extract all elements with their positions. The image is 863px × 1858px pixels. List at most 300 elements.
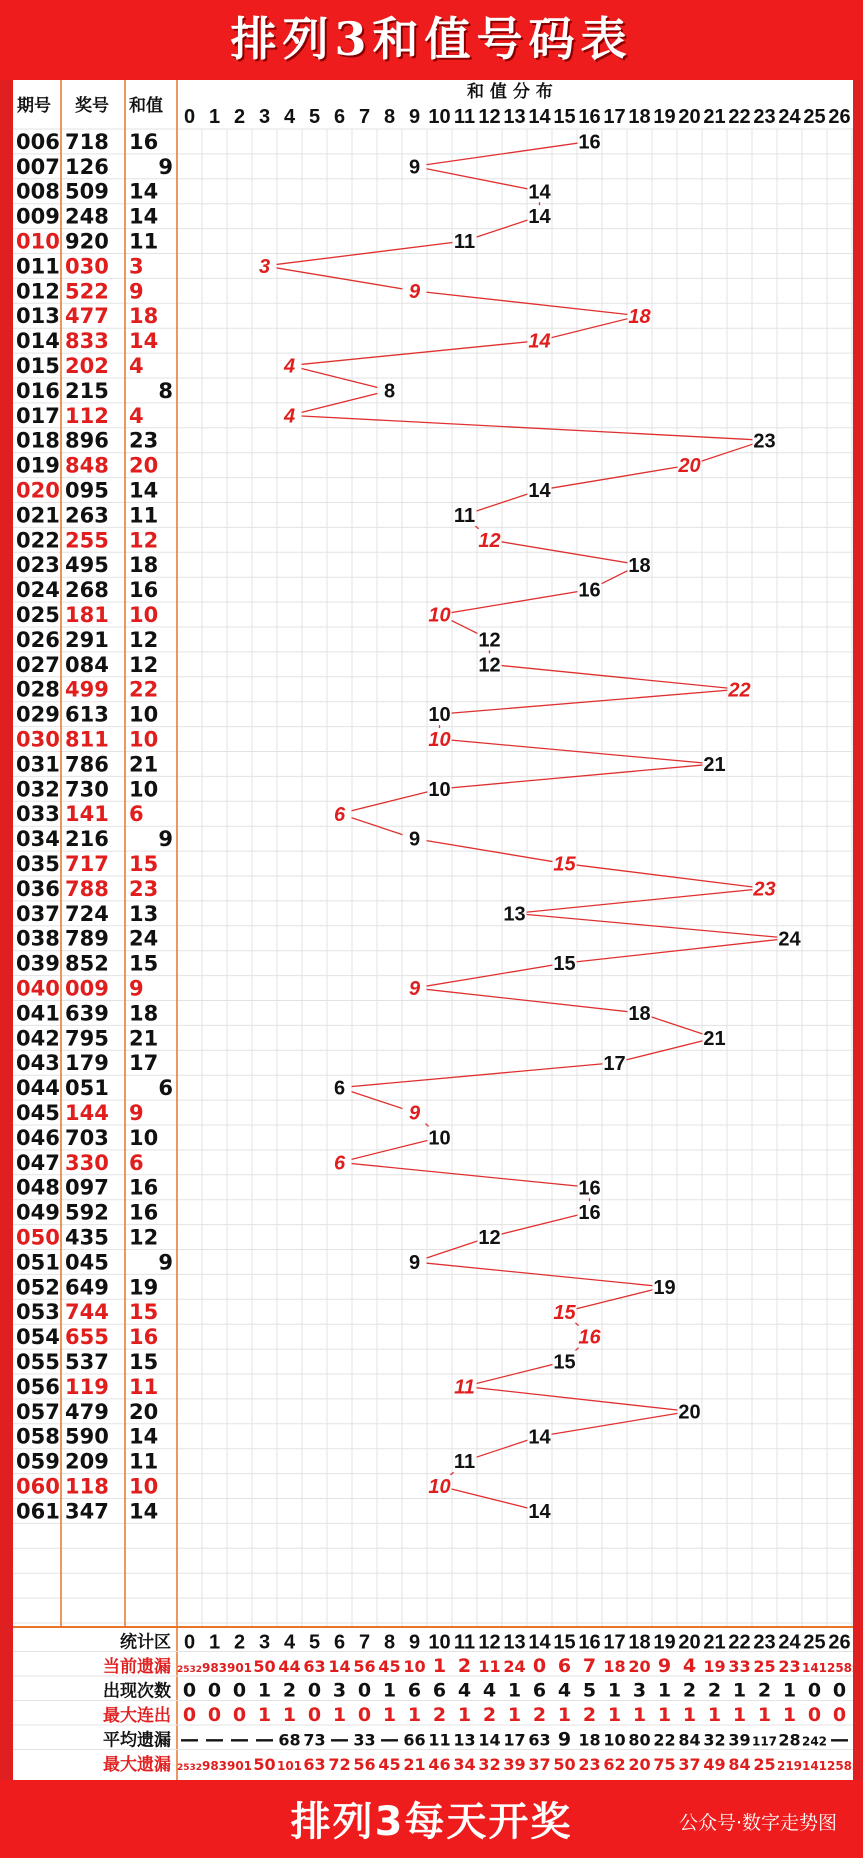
stats-value: 63 (528, 1730, 551, 1750)
row-period: 042 (16, 1026, 60, 1051)
row-period: 052 (16, 1275, 60, 1300)
stats-value: 46 (428, 1755, 451, 1774)
header-period: 期号 (17, 96, 51, 116)
stats-column-label: 13 (503, 1631, 526, 1654)
sum-point: 21 (703, 753, 726, 776)
row-sum: 14 (129, 478, 159, 503)
row-sum: 24 (129, 926, 159, 951)
column-tick-label: 16 (578, 106, 601, 128)
row-sum: 11 (129, 1449, 159, 1474)
stats-value: 68 (278, 1730, 301, 1750)
sum-point: 22 (728, 679, 751, 702)
row-sum: 15 (129, 1300, 159, 1325)
stats-column-label: 5 (308, 1631, 321, 1654)
row-period: 050 (16, 1225, 60, 1250)
sum-point: 14 (528, 480, 551, 503)
row-period: 061 (16, 1499, 60, 1524)
stats-column-label: 6 (333, 1631, 346, 1654)
sum-point: 23 (753, 430, 776, 453)
row-number: 522 (65, 279, 109, 304)
sum-point: 14 (528, 1426, 551, 1449)
row-sum: 21 (129, 752, 159, 777)
sum-point: 16 (578, 131, 601, 154)
stats-value: 1 (607, 1704, 622, 1726)
stats-value: 63 (303, 1755, 326, 1774)
footer-text: 排列3每天开奖 (290, 1799, 573, 1845)
sum-point: 16 (578, 579, 601, 602)
column-tick-label: 3 (258, 106, 271, 128)
sum-point: 11 (453, 504, 476, 527)
row-sum: 9 (129, 976, 144, 1001)
row-sum: 11 (129, 229, 159, 254)
row-number: 435 (65, 1225, 109, 1250)
row-sum: 10 (129, 1474, 159, 1499)
stats-value: 0 (357, 1679, 372, 1702)
stats-value: 37 (528, 1755, 551, 1774)
sum-point: 11 (453, 231, 476, 254)
sum-point: 19 (653, 1276, 676, 1299)
stats-value: 0 (307, 1704, 322, 1726)
row-period: 039 (16, 951, 60, 976)
stats-value: 1 (507, 1704, 522, 1726)
stats-value: 1 (732, 1704, 747, 1726)
brand-label: 公众号·数字走势图 (678, 1812, 837, 1834)
row-sum: 4 (129, 403, 144, 428)
stats-value: 2 (582, 1704, 597, 1726)
row-period: 017 (16, 403, 60, 428)
sum-point: 18 (628, 554, 651, 577)
stats-value: 56 (353, 1657, 376, 1676)
row-sum: 14 (129, 1499, 159, 1524)
row-period: 022 (16, 528, 60, 553)
footer-banner (0, 1780, 863, 1858)
row-sum: 11 (129, 503, 159, 528)
stats-value: 9 (657, 1655, 672, 1677)
stats-value: 2 (282, 1679, 297, 1702)
row-sum: 11 (129, 1374, 159, 1399)
stats-column-label: 10 (428, 1631, 451, 1654)
stats-value: 141 (801, 1661, 828, 1675)
stats-column-label: 25 (803, 1631, 826, 1654)
row-period: 045 (16, 1101, 60, 1125)
row-number: 703 (65, 1125, 109, 1150)
stats-value: 20 (628, 1755, 651, 1774)
row-period: 054 (16, 1325, 60, 1350)
row-period: 049 (16, 1200, 60, 1225)
sum-point: 8 (383, 380, 396, 403)
row-number: 268 (65, 578, 109, 603)
row-number: 537 (65, 1350, 109, 1374)
stats-value: 141 (801, 1759, 828, 1773)
row-period: 051 (16, 1250, 60, 1275)
sum-point: 21 (703, 1027, 726, 1050)
stats-value: 4 (457, 1679, 472, 1702)
row-number: 655 (65, 1325, 109, 1350)
stats-column-label: 21 (703, 1631, 726, 1654)
row-period: 043 (16, 1051, 60, 1076)
row-period: 028 (16, 677, 60, 702)
row-number: 330 (65, 1150, 109, 1175)
stats-value: 1 (432, 1655, 447, 1677)
row-sum: 22 (129, 677, 159, 702)
row-number: 639 (65, 1001, 109, 1026)
row-number: 216 (65, 827, 109, 852)
stats-value: 1 (782, 1704, 797, 1726)
stats-value: 24 (503, 1657, 526, 1676)
stats-value: 2 (482, 1704, 497, 1726)
column-tick-label: 26 (828, 106, 851, 128)
sum-point: 4 (283, 405, 296, 428)
stats-value: 56 (353, 1755, 376, 1774)
stats-value (852, 1665, 853, 1675)
stats-value: 50 (253, 1657, 276, 1676)
row-sum: 16 (129, 129, 159, 154)
stats-value: — (230, 1728, 249, 1751)
stats-value: 6 (532, 1679, 547, 1702)
stats-value: 17 (503, 1730, 526, 1750)
row-sum: 10 (129, 702, 159, 727)
row-number: 477 (65, 304, 109, 329)
row-number: 730 (65, 777, 109, 802)
sum-point: 16 (578, 1326, 601, 1349)
row-period: 047 (16, 1150, 60, 1175)
stats-value: 11 (428, 1730, 451, 1750)
stats-value: 1 (682, 1704, 697, 1726)
row-sum: 16 (129, 578, 159, 603)
row-sum: 20 (129, 453, 159, 478)
stats-value: 1 (407, 1704, 422, 1726)
stats-value: 0 (807, 1704, 822, 1726)
stats-value: 0 (357, 1704, 372, 1726)
column-tick-label: 23 (753, 106, 776, 128)
stats-column-label: 17 (603, 1631, 626, 1654)
stats-value: 18 (578, 1730, 601, 1750)
sum-point: 12 (478, 629, 501, 652)
stats-value: 13 (453, 1730, 476, 1750)
header-number: 奖号 (75, 96, 109, 116)
stats-value: 1 (557, 1704, 572, 1726)
column-tick-label: 5 (308, 106, 321, 128)
stats-value: 983 (201, 1661, 228, 1675)
stats-value: 2532 (176, 1665, 203, 1675)
stats-value: 4 (557, 1679, 572, 1702)
sum-point: 12 (478, 1227, 501, 1250)
sum-point: 24 (778, 928, 801, 951)
row-sum: 6 (129, 802, 144, 827)
row-sum: 10 (129, 1125, 159, 1150)
stats-value: 80 (628, 1730, 651, 1750)
stats-value: 0 (182, 1679, 197, 1702)
row-number: 009 (65, 976, 109, 1001)
stats-value: 1 (457, 1704, 472, 1726)
stats-value: 44 (278, 1657, 301, 1676)
row-period: 019 (16, 453, 60, 478)
row-sum: 9 (129, 279, 144, 304)
row-period: 048 (16, 1175, 60, 1200)
row-period: 026 (16, 627, 60, 652)
stats-value: 1 (257, 1704, 272, 1726)
row-number: 209 (65, 1449, 109, 1474)
stats-value: 10 (603, 1730, 626, 1750)
stats-row-label: 平均遗漏 (103, 1730, 171, 1751)
row-period: 058 (16, 1424, 60, 1449)
row-period: 021 (16, 503, 60, 528)
column-tick-label: 7 (358, 106, 371, 128)
stats-value: 32 (478, 1755, 501, 1774)
stats-column-label: 20 (678, 1631, 701, 1654)
stats-value: 6 (407, 1679, 422, 1702)
stats-row-label: 最大连出 (103, 1706, 171, 1726)
row-sum: 10 (129, 603, 159, 627)
row-period: 034 (16, 827, 60, 852)
row-number: 786 (65, 752, 109, 777)
stats-value: 39 (503, 1755, 526, 1774)
column-tick-label: 11 (453, 106, 476, 128)
row-number: 030 (65, 254, 109, 279)
row-number: 499 (65, 677, 109, 702)
stats-value: 7 (582, 1655, 597, 1677)
row-number: 718 (65, 129, 109, 154)
stats-column-label: 0 (183, 1631, 196, 1654)
sum-point: 10 (428, 778, 451, 801)
stats-value: 84 (678, 1730, 701, 1750)
column-tick-label: 19 (653, 106, 676, 128)
row-sum: 9 (158, 827, 173, 852)
stats-value: 34 (453, 1755, 476, 1774)
sum-point: 11 (453, 1451, 476, 1474)
row-period: 055 (16, 1350, 60, 1374)
sum-distribution-chart (13, 80, 853, 1780)
stats-value: 39 (728, 1730, 751, 1750)
row-period: 010 (16, 229, 60, 254)
stats-value: 75 (653, 1755, 676, 1774)
stats-value: 0 (532, 1655, 547, 1677)
column-tick-label: 13 (503, 106, 526, 128)
sum-point: 4 (283, 355, 296, 378)
row-sum: 15 (129, 951, 159, 976)
column-tick-label: 0 (183, 106, 196, 128)
stats-value: 3 (632, 1679, 647, 1702)
row-number: 144 (65, 1101, 109, 1125)
row-number: 255 (65, 528, 109, 553)
row-period: 025 (16, 603, 60, 627)
row-period: 038 (16, 926, 60, 951)
row-sum: 10 (129, 727, 159, 752)
row-period: 030 (16, 727, 60, 752)
column-tick-label: 4 (283, 106, 296, 128)
stats-value: 1 (507, 1679, 522, 1702)
row-number: 795 (65, 1026, 109, 1051)
stats-value: 219 (776, 1759, 803, 1773)
row-sum: 16 (129, 1175, 159, 1200)
stats-value: 22 (653, 1730, 676, 1750)
stats-value: 32 (703, 1730, 726, 1750)
stats-value: 1 (332, 1704, 347, 1726)
sum-point: 14 (528, 181, 551, 204)
row-period: 037 (16, 901, 60, 926)
stats-value: 0 (207, 1679, 222, 1702)
stats-column-label: 22 (728, 1631, 751, 1654)
stats-value: 18 (603, 1657, 626, 1676)
sum-point: 6 (333, 1152, 346, 1175)
row-number: 347 (65, 1499, 109, 1524)
sum-point: 14 (528, 1500, 551, 1523)
stats-value: 14 (478, 1730, 501, 1750)
stats-value: 1 (607, 1679, 622, 1702)
row-sum: 14 (129, 204, 159, 229)
row-sum: 14 (129, 179, 159, 204)
sum-point: 3 (258, 255, 271, 278)
stats-column-label: 14 (528, 1631, 551, 1654)
row-sum: 3 (129, 254, 144, 279)
row-period: 020 (16, 478, 60, 503)
stats-column-label: 1 (208, 1631, 221, 1654)
row-sum: 15 (129, 852, 159, 876)
stats-value: 258 (826, 1661, 853, 1675)
row-period: 059 (16, 1449, 60, 1474)
stats-column-label: 16 (578, 1631, 601, 1654)
stats-row-label: 出现次数 (103, 1681, 171, 1702)
stats-row-label: 当前遗漏 (103, 1657, 171, 1677)
sum-point: 16 (578, 1177, 601, 1200)
stats-value: 1 (732, 1679, 747, 1702)
stats-value: 50 (553, 1755, 576, 1774)
row-number: 097 (65, 1175, 109, 1200)
stats-column-label: 7 (358, 1631, 371, 1654)
row-number: 811 (65, 727, 109, 752)
sum-point: 10 (428, 729, 451, 752)
row-number: 852 (65, 951, 109, 976)
row-period: 040 (16, 976, 60, 1001)
row-period: 027 (16, 652, 60, 677)
column-tick-label: 20 (678, 106, 701, 128)
sum-point: 13 (503, 903, 526, 926)
stats-value: 72 (328, 1755, 351, 1774)
column-tick-label: 1 (208, 106, 221, 128)
stats-value: 4 (482, 1679, 497, 1702)
sum-point: 9 (408, 1251, 421, 1274)
row-sum: 16 (129, 1200, 159, 1225)
row-period: 011 (16, 254, 60, 279)
stats-row-label: 最大遗漏 (103, 1755, 171, 1775)
stats-value: 2 (757, 1679, 772, 1702)
row-number: 119 (65, 1374, 109, 1399)
stats-value: 0 (182, 1704, 197, 1726)
row-number: 896 (65, 428, 109, 453)
row-number: 744 (65, 1300, 109, 1325)
stats-value: 2 (432, 1704, 447, 1726)
row-period: 012 (16, 279, 60, 304)
sum-point: 6 (333, 1077, 346, 1100)
row-sum: 12 (129, 652, 159, 677)
row-sum: 9 (158, 154, 173, 179)
sum-point: 15 (553, 853, 576, 876)
stats-value: 0 (307, 1679, 322, 1702)
stats-value: 1 (382, 1679, 397, 1702)
row-period: 060 (16, 1474, 60, 1499)
sum-point: 14 (528, 206, 551, 229)
sum-point: 12 (478, 654, 501, 677)
column-tick-label: 9 (408, 106, 421, 128)
stats-value: 1 (282, 1704, 297, 1726)
stats-value: 49 (703, 1755, 726, 1774)
stats-value: 6 (432, 1679, 447, 1702)
row-number: 141 (65, 802, 109, 827)
row-sum: 17 (129, 1051, 159, 1076)
sum-point: 15 (553, 1351, 576, 1374)
sum-point: 9 (408, 156, 421, 179)
stats-value: 0 (232, 1704, 247, 1726)
row-number: 202 (65, 354, 109, 378)
stats-value: 25 (753, 1657, 776, 1676)
row-period: 023 (16, 553, 60, 578)
stats-value: — (180, 1728, 199, 1751)
stats-value: 50 (253, 1755, 276, 1774)
column-tick-label: 15 (553, 106, 576, 128)
row-period: 053 (16, 1300, 60, 1325)
row-sum: 18 (129, 553, 159, 578)
stats-value: 4 (682, 1655, 697, 1677)
row-period: 024 (16, 578, 60, 603)
stats-value: 21 (403, 1755, 426, 1774)
row-sum: 21 (129, 1026, 159, 1051)
row-number: 118 (65, 1474, 109, 1499)
row-sum: 20 (129, 1399, 159, 1424)
row-number: 613 (65, 702, 109, 727)
stats-value (852, 1763, 853, 1773)
row-number: 479 (65, 1399, 109, 1424)
stats-value: 25 (753, 1755, 776, 1774)
row-number: 833 (65, 329, 109, 354)
stats-column-label: 26 (828, 1631, 851, 1654)
column-tick-label: 18 (628, 106, 651, 128)
stats-value: — (830, 1728, 849, 1751)
row-number: 495 (65, 553, 109, 578)
stats-value: 23 (778, 1657, 801, 1676)
stats-value: 28 (778, 1730, 801, 1750)
row-number: 848 (65, 453, 109, 478)
stats-value: — (380, 1728, 399, 1751)
row-sum: 10 (129, 777, 159, 802)
stats-value: 1 (782, 1679, 797, 1702)
row-number: 248 (65, 204, 109, 229)
column-tick-label: 12 (478, 106, 501, 128)
stats-value: 0 (832, 1679, 847, 1702)
stats-value: 84 (728, 1755, 751, 1774)
row-sum: 9 (129, 1101, 144, 1125)
sum-point: 23 (753, 878, 776, 901)
stats-value: 11 (478, 1657, 501, 1676)
stats-value: 0 (807, 1679, 822, 1702)
sum-point: 10 (428, 604, 451, 627)
sum-point: 15 (553, 1301, 576, 1324)
row-sum: 12 (129, 627, 159, 652)
stats-value: 62 (603, 1755, 626, 1774)
row-period: 044 (16, 1076, 60, 1101)
stats-value: 901 (226, 1759, 253, 1773)
column-tick-label: 14 (528, 106, 551, 128)
row-sum: 14 (129, 1424, 159, 1449)
stats-value: 2 (532, 1704, 547, 1726)
header-distribution: 和 值 分 布 (467, 82, 553, 102)
stats-value: 0 (232, 1679, 247, 1702)
stats-value: 19 (703, 1657, 726, 1676)
stats-value: 9 (557, 1728, 572, 1751)
row-sum: 9 (158, 1250, 173, 1275)
row-number: 788 (65, 876, 109, 901)
column-tick-label: 10 (428, 106, 451, 128)
row-period: 018 (16, 428, 60, 453)
